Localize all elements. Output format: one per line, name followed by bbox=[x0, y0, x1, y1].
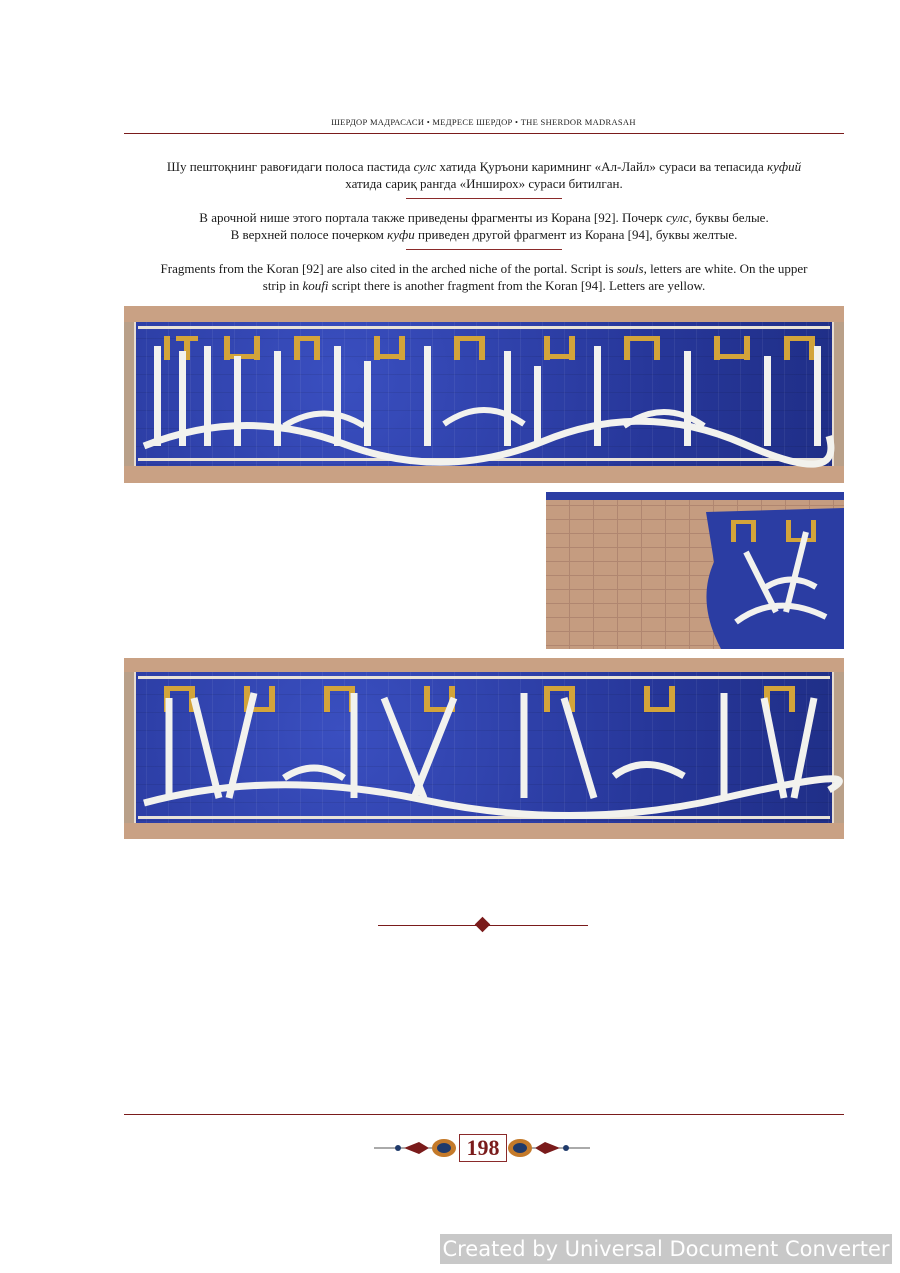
paragraph-english bbox=[124, 260, 844, 294]
text-span: В арочной нише этого портала также приведены фрагменты из Корана [92]. Почерк bbox=[199, 210, 666, 225]
running-head: ШЕРДОР МАДРАСАСИ • МЕДРЕСЕ ШЕРДОР • THE SHERDOR MADRASAH bbox=[331, 117, 636, 127]
tile-panel-art bbox=[124, 658, 844, 839]
text-span: script there is another fragment from the Koran [94]. Letters are yellow. bbox=[328, 278, 706, 293]
italic-term: souls bbox=[616, 261, 644, 276]
text-span: strip in bbox=[262, 278, 303, 293]
floral-ornament-left-icon bbox=[395, 1139, 456, 1157]
calligraphy-photo-bottom bbox=[124, 658, 844, 839]
floral-ornament-right-icon bbox=[508, 1139, 569, 1157]
italic-term: сулс bbox=[413, 159, 437, 174]
separator-rule bbox=[406, 198, 562, 199]
header-rule bbox=[124, 133, 844, 134]
italic-term: куфи bbox=[387, 227, 415, 242]
footer-rule bbox=[124, 1114, 844, 1115]
uzbek-line-1 bbox=[124, 158, 844, 175]
tile-panel-art bbox=[124, 306, 844, 483]
text-span: хатида Қуръони каримнинг «Ал-Лайл» сураси ва тепасида bbox=[436, 159, 768, 174]
fragment-art bbox=[546, 492, 844, 649]
english-line-1 bbox=[124, 260, 844, 277]
calligraphy-photo-top bbox=[124, 306, 844, 483]
separator-rule bbox=[406, 249, 562, 250]
italic-term: сулс bbox=[665, 210, 689, 225]
text-span: приведен другой фрагмент из Корана [94], буквы желтые. bbox=[414, 227, 738, 242]
paragraph-uzbek bbox=[124, 158, 844, 192]
page-number: 198 bbox=[459, 1134, 507, 1162]
converter-watermark: Created by Universal Document Converter bbox=[440, 1234, 892, 1264]
text-span: Шу пештоқнинг равоғидаги полоса пастида bbox=[166, 159, 414, 174]
italic-term: koufi bbox=[302, 278, 329, 293]
text-span: , letters are white. On the upper bbox=[643, 261, 808, 276]
russian-line-1 bbox=[124, 209, 844, 226]
calligraphy-photo-fragment bbox=[546, 492, 844, 649]
italic-term: куфий bbox=[767, 159, 802, 174]
uzbek-line-2: хатида сариқ рангда «Инширох» сураси битилган. bbox=[345, 176, 623, 191]
text-span: Fragments from the Koran [92] are also cited in the arched niche of the portal. Script is bbox=[160, 261, 617, 276]
diamond-icon bbox=[475, 917, 491, 933]
text-span: , буквы белые. bbox=[688, 210, 769, 225]
russian-line-2 bbox=[124, 226, 844, 243]
paragraph-russian bbox=[124, 209, 844, 243]
english-line-2 bbox=[124, 277, 844, 294]
text-span: В верхней полосе почерком bbox=[230, 227, 388, 242]
